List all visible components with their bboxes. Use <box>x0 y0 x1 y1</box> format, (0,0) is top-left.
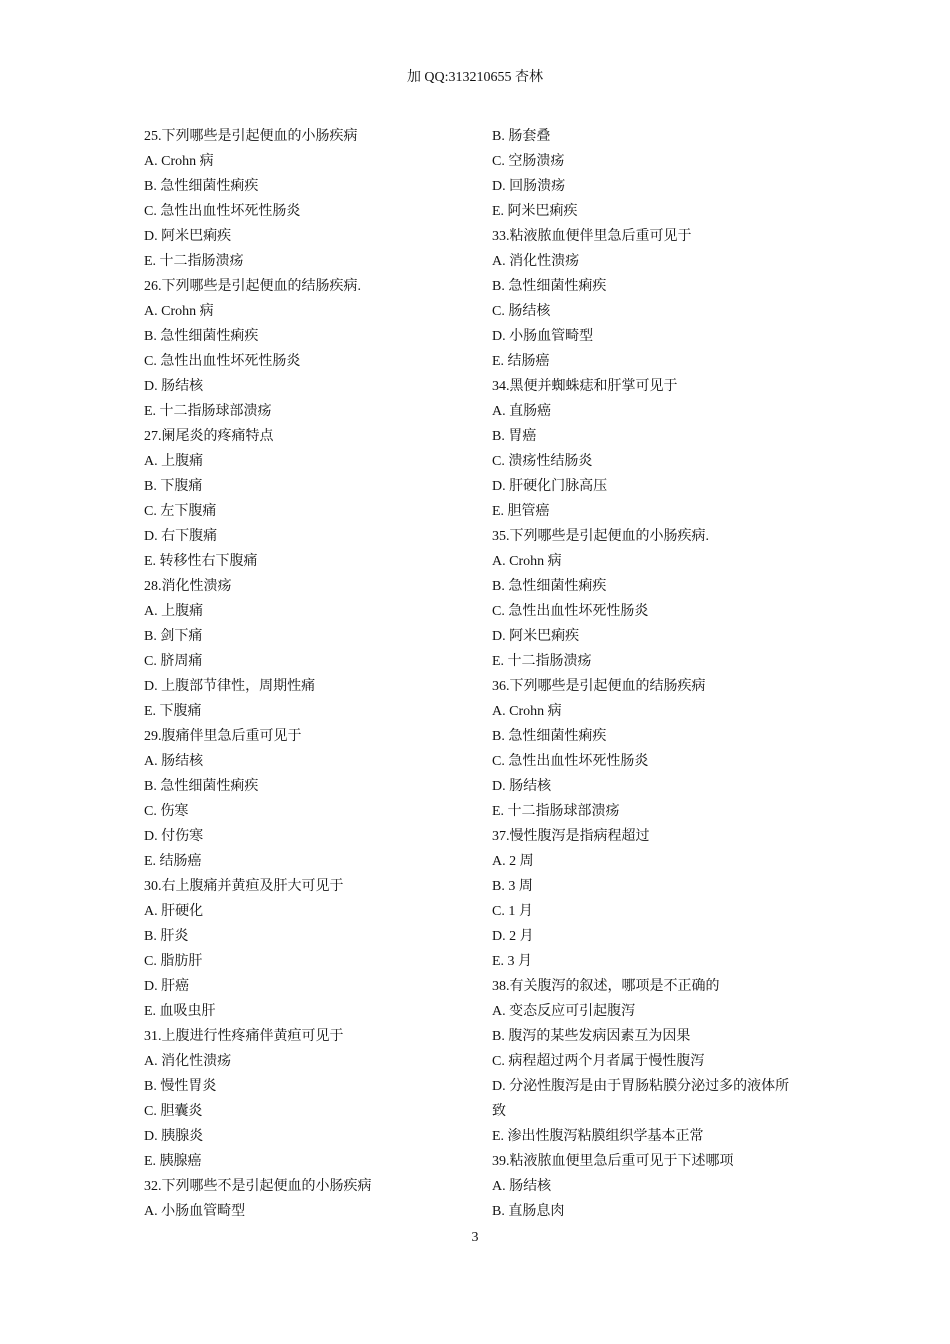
option-line: A. 上腹痛 <box>144 604 204 619</box>
option-line: C. 肠结核 <box>492 304 551 319</box>
option-line: D. 肠结核 <box>144 379 204 394</box>
option-line: D. 付伤寒 <box>144 829 204 844</box>
question-line: 29.腹痛伴里急后重可见于 <box>144 729 302 744</box>
option-line: C. 左下腹痛 <box>144 504 217 519</box>
question-line: 30.右上腹痛并黄疸及肝大可见于 <box>144 879 344 894</box>
option-line: A. 直肠癌 <box>492 404 552 419</box>
option-line-continuation: 致 <box>492 1104 506 1119</box>
option-line: A. 小肠血管畸型 <box>144 1204 246 1219</box>
question-line: 39.粘液脓血便里急后重可见于下述哪项 <box>492 1154 734 1169</box>
option-line: A. 肝硬化 <box>144 904 204 919</box>
option-line: C. 胆囊炎 <box>144 1104 203 1119</box>
option-line: B. 剑下痛 <box>144 629 203 644</box>
option-line: D. 分泌性腹泻是由于胃肠粘膜分泌过多的液体所 <box>492 1079 790 1094</box>
option-line: B. 胃癌 <box>492 429 537 444</box>
question-line: 33.粘液脓血便伴里急后重可见于 <box>492 229 692 244</box>
right-column <box>492 124 812 1224</box>
question-line: 36.下列哪些是引起便血的结肠疾病 <box>492 679 706 694</box>
option-line: E. 下腹痛 <box>144 704 202 719</box>
option-line: E. 胆管癌 <box>492 504 550 519</box>
option-line: A. Crohn 病 <box>492 554 562 569</box>
option-line: A. 2 周 <box>492 854 534 869</box>
option-line: E. 十二指肠溃疡 <box>144 254 244 269</box>
option-line: C. 脐周痛 <box>144 654 203 669</box>
option-line: E. 结肠癌 <box>144 854 202 869</box>
option-line: A. Crohn 病 <box>492 704 562 719</box>
option-line: E. 十二指肠球部溃疡 <box>144 404 272 419</box>
option-line: E. 血吸虫肝 <box>144 1004 216 1019</box>
option-line: E. 转移性右下腹痛 <box>144 554 258 569</box>
question-line: 37.慢性腹泻是指病程超过 <box>492 829 650 844</box>
question-line: 32.下列哪些不是引起便血的小肠疾病 <box>144 1179 372 1194</box>
option-line: D. 胰腺炎 <box>144 1129 204 1144</box>
option-line: B. 急性细菌性痢疾 <box>492 729 607 744</box>
option-line: C. 急性出血性坏死性肠炎 <box>492 604 649 619</box>
option-line: B. 急性细菌性痢疾 <box>144 779 259 794</box>
option-line: D. 右下腹痛 <box>144 529 218 544</box>
option-line: C. 病程超过两个月者属于慢性腹泻 <box>492 1054 705 1069</box>
question-line: 27.阑尾炎的疼痛特点 <box>144 429 274 444</box>
option-line: A. 消化性溃疡 <box>144 1054 232 1069</box>
option-line: E. 胰腺癌 <box>144 1154 202 1169</box>
question-line: 31.上腹进行性疼痛伴黄疸可见于 <box>144 1029 344 1044</box>
option-line: D. 上腹部节律性，周期性痛 <box>144 679 316 694</box>
option-line: D. 肝癌 <box>144 979 190 994</box>
question-line: 28.消化性溃疡 <box>144 579 232 594</box>
left-column <box>144 124 464 1224</box>
question-line: 38.有关腹泻的叙述，哪项是不正确的 <box>492 979 720 994</box>
option-line: A. 消化性溃疡 <box>492 254 580 269</box>
option-line: B. 肝炎 <box>144 929 189 944</box>
page-header: 加 QQ:313210655 杏林 <box>406 70 544 85</box>
option-line: B. 腹泻的某些发病因素互为因果 <box>492 1029 691 1044</box>
option-line: A. 上腹痛 <box>144 454 204 469</box>
option-line: B. 慢性胃炎 <box>144 1079 217 1094</box>
option-line: A. 肠结核 <box>492 1179 552 1194</box>
option-line: B. 急性细菌性痢疾 <box>492 579 607 594</box>
option-line: A. 变态反应可引起腹泻 <box>492 1004 636 1019</box>
option-line: B. 肠套叠 <box>492 129 551 144</box>
option-line: C. 急性出血性坏死性肠炎 <box>144 354 301 369</box>
option-line: C. 急性出血性坏死性肠炎 <box>144 204 301 219</box>
option-line: E. 结肠癌 <box>492 354 550 369</box>
question-line: 26.下列哪些是引起便血的结肠疾病. <box>144 279 361 294</box>
option-line: D. 2 月 <box>492 929 534 944</box>
option-line: E. 阿米巴痢疾 <box>492 204 578 219</box>
option-line: D. 肠结核 <box>492 779 552 794</box>
option-line: A. 肠结核 <box>144 754 204 769</box>
question-line: 35.下列哪些是引起便血的小肠疾病. <box>492 529 709 544</box>
option-line: B. 急性细菌性痢疾 <box>492 279 607 294</box>
option-line: B. 急性细菌性痢疾 <box>144 179 259 194</box>
option-line: A. Crohn 病 <box>144 304 214 319</box>
option-line: B. 3 周 <box>492 879 533 894</box>
page-number: 3 <box>471 1230 479 1245</box>
option-line: B. 直肠息肉 <box>492 1204 565 1219</box>
option-line: C. 急性出血性坏死性肠炎 <box>492 754 649 769</box>
question-line: 34.黑便并蜘蛛痣和肝掌可见于 <box>492 379 678 394</box>
option-line: C. 空肠溃疡 <box>492 154 565 169</box>
option-line: C. 溃疡性结肠炎 <box>492 454 593 469</box>
option-line: E. 十二指肠溃疡 <box>492 654 592 669</box>
option-line: B. 急性细菌性痢疾 <box>144 329 259 344</box>
option-line: E. 渗出性腹泻粘膜组织学基本正常 <box>492 1129 704 1144</box>
option-line: D. 阿米巴痢疾 <box>144 229 232 244</box>
option-line: C. 1 月 <box>492 904 533 919</box>
option-line: B. 下腹痛 <box>144 479 203 494</box>
question-line: 25.下列哪些是引起便血的小肠疾病 <box>144 129 358 144</box>
option-line: A. Crohn 病 <box>144 154 214 169</box>
option-line: E. 十二指肠球部溃疡 <box>492 804 620 819</box>
option-line: C. 伤寒 <box>144 804 189 819</box>
option-line: D. 肝硬化门脉高压 <box>492 479 608 494</box>
option-line: C. 脂肪肝 <box>144 954 203 969</box>
option-line: D. 回肠溃疡 <box>492 179 566 194</box>
option-line: D. 小肠血管畸型 <box>492 329 594 344</box>
option-line: D. 阿米巴痢疾 <box>492 629 580 644</box>
option-line: E. 3 月 <box>492 954 533 969</box>
